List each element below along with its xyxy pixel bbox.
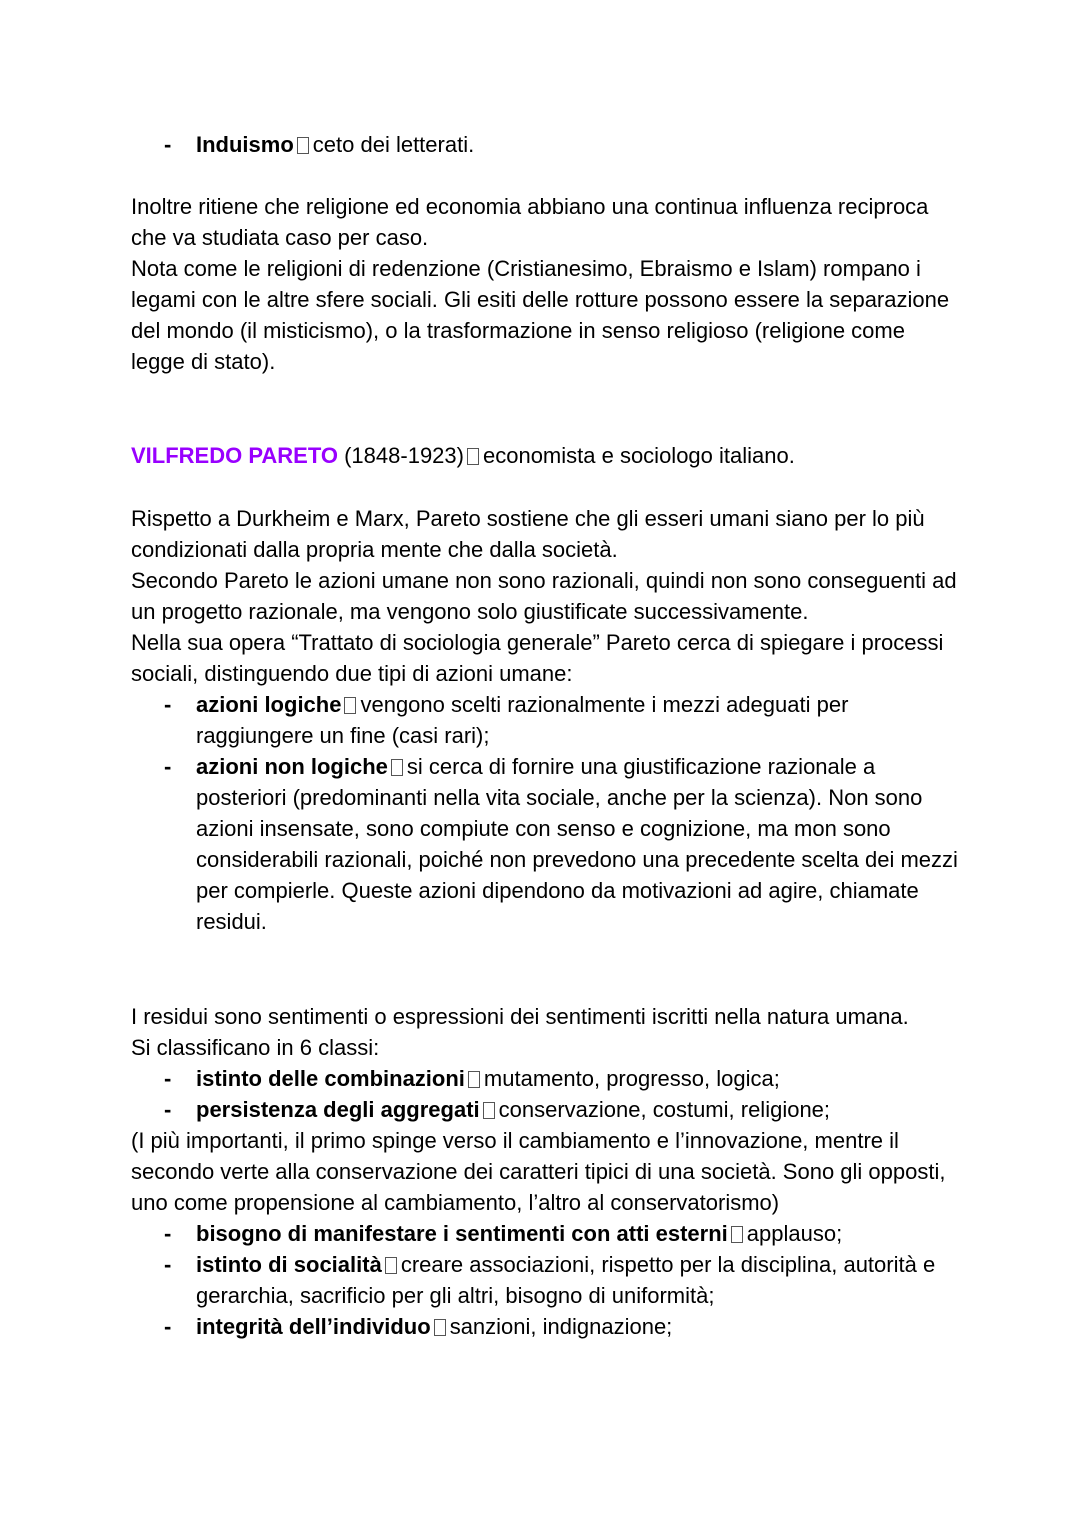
list-term: Induismo (196, 132, 294, 157)
list-text: sanzioni, indignazione; (449, 1314, 673, 1339)
author-description: economista e sociologo italiano. (482, 443, 795, 468)
author-dates: (1848-1923) (344, 443, 464, 468)
list-text: applauso; (746, 1221, 843, 1246)
list-term: istinto di socialità (196, 1252, 382, 1277)
list-text: si cerca di fornire una giustificazione razionale a posteriori (predominanti nella vita sociale, anche per la scienza). Non sono azioni insensate, sono compiute con senso e cognizione, ma mon sono considerabili razionali, poiché non prevedono una precedente scelta dei mezzi per compierle. Queste azioni dipendono da motivazioni ad agire, chiamate residui. (196, 754, 958, 934)
list-text: creare associazioni, rispetto per la disciplina, autorità e gerarchia, sacrificio per gli altri, bisogno di uniformità; (196, 1252, 936, 1308)
classi-list-b (131, 1218, 961, 1342)
paragraph: Nella sua opera “Trattato di sociologia generale” Pareto cerca di spiegare i processi sociali, distinguendo due tipi di azioni umane: (131, 630, 944, 686)
list-item (131, 1063, 961, 1094)
list-term: azioni logiche (196, 692, 342, 717)
list-text: ceto dei letterati. (312, 132, 475, 157)
list-item (131, 129, 961, 160)
list-text: conservazione, costumi, religione; (498, 1097, 831, 1122)
missing-glyph-icon (344, 697, 356, 714)
list-text: mutamento, progresso, logica; (483, 1066, 780, 1091)
list-term: bisogno di manifestare i sentimenti con atti esterni (196, 1221, 728, 1246)
list-item (131, 751, 961, 937)
paragraph: Secondo Pareto le azioni umane non sono razionali, quindi non sono conseguenti ad un progetto razionale, ma vengono solo giustificate successivamente. (131, 568, 957, 624)
pareto-paragraph-block (131, 503, 961, 937)
missing-glyph-icon (467, 448, 479, 465)
paragraph: Rispetto a Durkheim e Marx, Pareto sostiene che gli esseri umani siano per lo più condizionati dalla propria mente che dalla società. (131, 506, 925, 562)
list-term: integrità dell’individuo (196, 1314, 431, 1339)
missing-glyph-icon (468, 1071, 480, 1088)
list-item (131, 1249, 961, 1311)
weber-paragraph-block (131, 191, 961, 377)
missing-glyph-icon (391, 759, 403, 776)
pareto-heading (131, 440, 961, 471)
residui-block (131, 1001, 961, 1342)
top-list-block (131, 129, 961, 160)
paragraph: I residui sono sentimenti o espressioni dei sentimenti iscritti nella natura umana. (131, 1004, 909, 1029)
author-name: VILFREDO PARETO (131, 443, 338, 468)
missing-glyph-icon (483, 1102, 495, 1119)
paragraph: Si classificano in 6 classi: (131, 1035, 380, 1060)
classi-list-a (131, 1063, 961, 1125)
list-term: azioni non logiche (196, 754, 388, 779)
list-item (131, 1094, 961, 1125)
missing-glyph-icon (385, 1257, 397, 1274)
religion-list (131, 129, 961, 160)
list-item (131, 1218, 961, 1249)
paragraph: Nota come le religioni di redenzione (Cristianesimo, Ebraismo e Islam) rompano i legami con le altre sfere sociali. Gli esiti delle rotture possono essere la separazione del mondo (il misticismo), o la trasformazione in senso religioso (religione come legge di stato). (131, 256, 950, 374)
missing-glyph-icon (297, 137, 309, 154)
paragraph: Inoltre ritiene che religione ed economia abbiano una continua influenza reciproca che va studiata caso per caso. (131, 194, 929, 250)
list-term: istinto delle combinazioni (196, 1066, 465, 1091)
missing-glyph-icon (434, 1319, 446, 1336)
list-text: vengono scelti razionalmente i mezzi adeguati per raggiungere un fine (casi rari); (196, 692, 849, 748)
note-paragraph: (I più importanti, il primo spinge verso il cambiamento e l’innovazione, mentre il secondo verte alla conservazione dei caratteri tipici di una società. Sono gli opposti, uno come propensione al cambiamento, l’altro al conservatorismo) (131, 1128, 946, 1215)
list-term: persistenza degli aggregati (196, 1097, 480, 1122)
azioni-list (131, 689, 961, 937)
missing-glyph-icon (731, 1226, 743, 1243)
list-item (131, 689, 961, 751)
list-item (131, 1311, 961, 1342)
